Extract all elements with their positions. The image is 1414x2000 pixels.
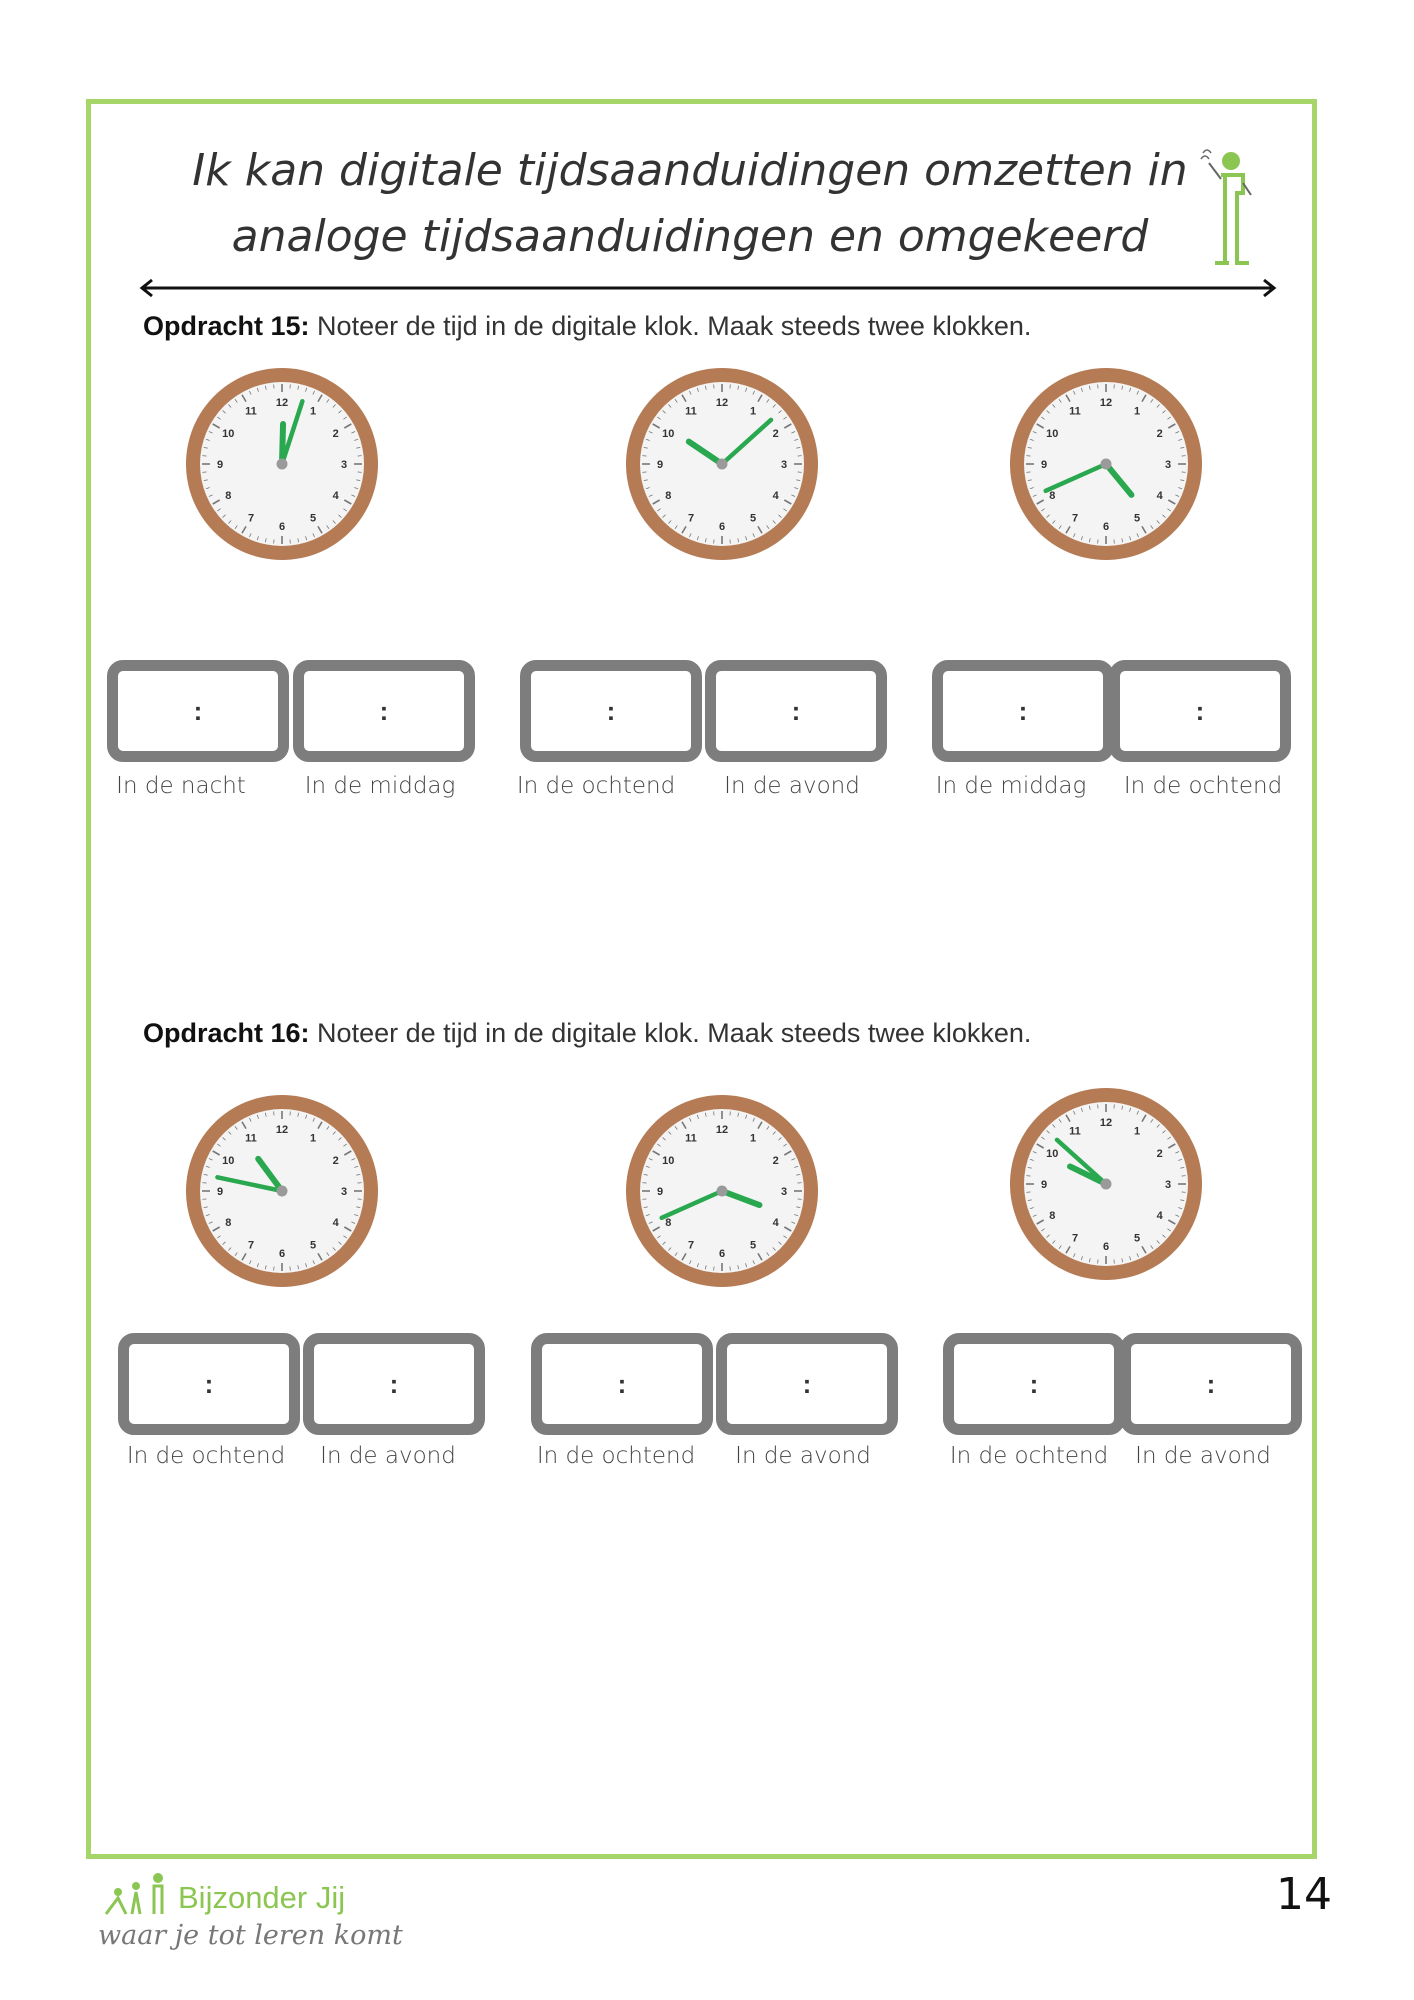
clock-numeral: 2 — [332, 1155, 339, 1167]
clock-numeral: 11 — [1069, 1125, 1081, 1138]
digital-clock-label: In de avond — [724, 773, 860, 799]
clock-numeral: 5 — [1133, 1232, 1141, 1245]
digital-clock-label: In de ochtend — [536, 1443, 696, 1469]
clock-center-pin — [1101, 459, 1112, 470]
logo-tagline: waar je tot leren komt — [98, 1920, 403, 1951]
clock-numeral: 3 — [340, 1186, 348, 1198]
analog-clock — [622, 1091, 822, 1291]
clock-numeral: 1 — [1133, 405, 1141, 418]
clock-numeral: 6 — [278, 521, 286, 533]
clock-numeral: 10 — [662, 1155, 675, 1167]
clock-numeral: 11 — [245, 1132, 257, 1145]
digital-clock-input[interactable]: : — [118, 1333, 300, 1435]
clock-numeral: 8 — [665, 490, 672, 502]
clock-numeral: 9 — [216, 1186, 224, 1198]
clock-numeral: 4 — [1156, 490, 1163, 502]
digital-clock-label: In de ochtend — [516, 773, 676, 799]
clock-numeral: 9 — [216, 459, 224, 471]
clock-numeral: 3 — [1164, 1179, 1172, 1191]
logo-icon — [98, 1870, 178, 1920]
clock-numeral: 5 — [1133, 512, 1141, 525]
clock-numeral: 11 — [245, 405, 257, 418]
clock-numeral: 3 — [340, 459, 348, 471]
clock-numeral: 12 — [1099, 1117, 1113, 1129]
analog-clock — [622, 364, 822, 564]
clock-center-pin — [277, 1186, 288, 1197]
clock-numeral: 5 — [749, 512, 757, 525]
clock-numeral: 11 — [1069, 405, 1081, 418]
clock-numeral: 4 — [772, 1217, 779, 1229]
clock-numeral: 7 — [247, 1239, 255, 1252]
analog-clock — [1006, 1084, 1206, 1284]
divider-arrow — [138, 278, 1278, 298]
digital-clock-input[interactable]: : — [107, 660, 289, 762]
clock-numeral: 10 — [222, 1155, 235, 1167]
digital-clock-label: In de middag — [935, 773, 1087, 799]
clock-numeral: 11 — [685, 1132, 697, 1145]
clock-numeral: 5 — [749, 1239, 757, 1252]
digital-clock-input[interactable]: : — [1109, 660, 1291, 762]
clock-numeral: 8 — [665, 1217, 672, 1229]
clock-numeral: 4 — [772, 490, 779, 502]
clock-numeral: 9 — [656, 459, 664, 471]
digital-clock-input[interactable]: : — [293, 660, 475, 762]
digital-clock-input[interactable]: : — [531, 1333, 713, 1435]
clock-numeral: 6 — [1102, 1241, 1110, 1253]
digital-clock-label: In de avond — [735, 1443, 871, 1469]
clock-center-pin — [1101, 1179, 1112, 1190]
clock-numeral: 9 — [1040, 459, 1048, 471]
clock-numeral: 8 — [225, 490, 232, 502]
clock-numeral: 12 — [275, 1124, 289, 1136]
logo-name: Bijzonder Jij — [178, 1880, 346, 1915]
clock-numeral: 11 — [685, 405, 697, 418]
digital-clock-label: In de avond — [1135, 1443, 1271, 1469]
task-15-instruction — [143, 311, 1031, 342]
clock-numeral: 10 — [662, 428, 675, 440]
clock-center-pin — [277, 459, 288, 470]
clock-numeral: 9 — [656, 1186, 664, 1198]
clock-numeral: 5 — [309, 1239, 317, 1252]
clock-numeral: 1 — [749, 1132, 757, 1145]
clock-numeral: 7 — [687, 1239, 695, 1252]
clock-numeral: 2 — [332, 428, 339, 440]
digital-clock-input[interactable]: : — [520, 660, 702, 762]
mascot-icon — [1195, 143, 1255, 265]
digital-clock-label: In de ochtend — [1123, 773, 1283, 799]
clock-center-pin — [717, 1186, 728, 1197]
clock-numeral: 1 — [309, 1132, 317, 1145]
clock-numeral: 6 — [718, 521, 726, 533]
digital-clock-label: In de nacht — [116, 773, 246, 799]
digital-clock-label: In de avond — [320, 1443, 456, 1469]
clock-center-pin — [717, 459, 728, 470]
clock-numeral: 12 — [715, 397, 729, 409]
clock-numeral: 4 — [332, 490, 339, 502]
digital-clock-input[interactable]: : — [303, 1333, 485, 1435]
page-frame — [86, 99, 1317, 1859]
clock-numeral: 7 — [1071, 1232, 1079, 1245]
clock-numeral: 7 — [687, 512, 695, 525]
clock-numeral: 4 — [332, 1217, 339, 1229]
clock-numeral: 5 — [309, 512, 317, 525]
task-16-label: Opdracht 16: — [143, 1018, 310, 1048]
clock-numeral: 12 — [1099, 397, 1113, 409]
clock-numeral: 3 — [1164, 459, 1172, 471]
task-16-text: Noteer de tijd in de digitale klok. Maak steeds twee klokken. — [309, 1018, 1032, 1048]
clock-numeral: 2 — [772, 1155, 779, 1167]
clock-numeral: 10 — [1046, 1148, 1059, 1160]
clock-numeral: 2 — [1156, 428, 1163, 440]
clock-numeral: 1 — [309, 405, 317, 418]
digital-clock-label: In de ochtend — [126, 1443, 286, 1469]
clock-numeral: 8 — [1049, 1210, 1056, 1222]
clock-numeral: 7 — [247, 512, 255, 525]
digital-clock-input[interactable]: : — [932, 660, 1114, 762]
task-15-label: Opdracht 15: — [143, 311, 310, 341]
clock-numeral: 12 — [715, 1124, 729, 1136]
digital-clock-input[interactable]: : — [943, 1333, 1125, 1435]
analog-clock — [182, 1091, 382, 1291]
clock-numeral: 3 — [780, 1186, 788, 1198]
clock-numeral: 6 — [1102, 521, 1110, 533]
clock-numeral: 2 — [1156, 1148, 1163, 1160]
analog-clock — [182, 364, 382, 564]
title-line-2: analoge tijdsaanduidingen en omgekeerd — [231, 211, 1149, 262]
title-line-1: Ik kan digitale tijdsaanduidingen omzetten in — [192, 145, 1188, 196]
clock-numeral: 10 — [222, 428, 235, 440]
clock-numeral: 10 — [1046, 428, 1059, 440]
page-title — [140, 138, 1240, 270]
page-number: 14 — [1276, 1869, 1332, 1920]
digital-clock-label: In de ochtend — [949, 1443, 1109, 1469]
clock-numeral: 3 — [780, 459, 788, 471]
task-16-instruction — [143, 1018, 1031, 1049]
clock-numeral: 2 — [772, 428, 779, 440]
clock-numeral: 1 — [749, 405, 757, 418]
clock-numeral: 1 — [1133, 1125, 1141, 1138]
task-15-text: Noteer de tijd in de digitale klok. Maak steeds twee klokken. — [309, 311, 1032, 341]
clock-numeral: 7 — [1071, 512, 1079, 525]
clock-numeral: 8 — [225, 1217, 232, 1229]
clock-numeral: 4 — [1156, 1210, 1163, 1222]
clock-numeral: 8 — [1049, 490, 1056, 502]
clock-numeral: 6 — [718, 1248, 726, 1260]
digital-clock-input[interactable]: : — [716, 1333, 898, 1435]
digital-clock-label: In de middag — [304, 773, 456, 799]
analog-clock — [1006, 364, 1206, 564]
digital-clock-input[interactable]: : — [1120, 1333, 1302, 1435]
digital-clock-input[interactable]: : — [705, 660, 887, 762]
clock-numeral: 6 — [278, 1248, 286, 1260]
clock-numeral: 12 — [275, 397, 289, 409]
clock-numeral: 9 — [1040, 1179, 1048, 1191]
